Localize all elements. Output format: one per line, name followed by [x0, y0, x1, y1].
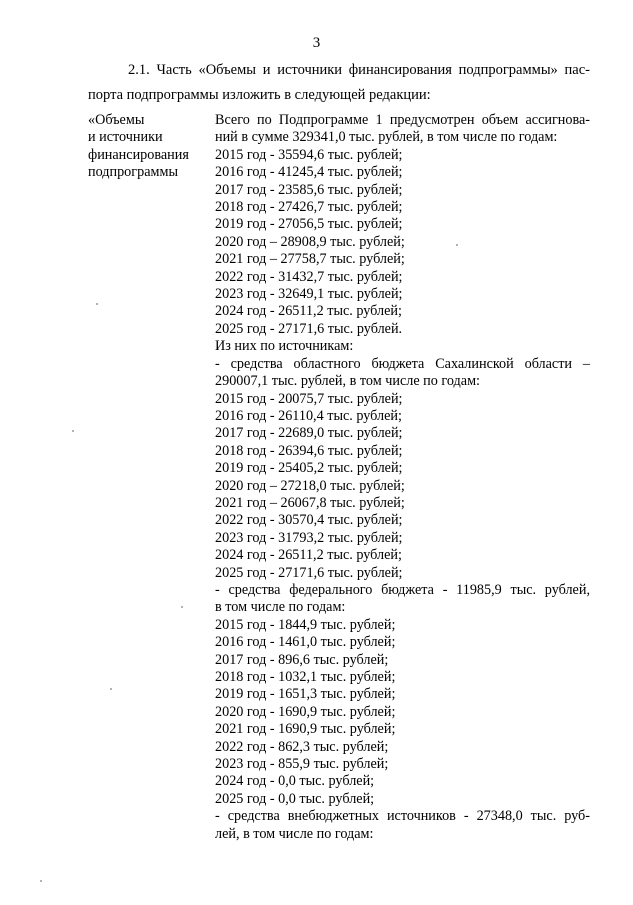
total-year-2016: 2016 год - 41245,4 тыс. рублей;	[215, 164, 403, 181]
regional-year-2016: 2016 год - 26110,4 тыс. рублей;	[215, 407, 402, 424]
federal-line-2: в том числе по годам:	[215, 599, 346, 616]
federal-year-2022: 2022 год - 862,3 тыс. рублей;	[215, 738, 389, 755]
regional-year-2023: 2023 год - 31793,2 тыс. рублей;	[215, 529, 403, 546]
scan-speck	[40, 880, 42, 882]
intro-line-1: 2.1. Часть «Объемы и источники финансирования подпрограммы» пас-	[128, 62, 590, 78]
intro-line-2: порта подпрограммы изложить в следующей редакции:	[88, 87, 431, 103]
parameter-value	[215, 112, 590, 843]
intro-paragraph	[88, 58, 590, 83]
regional-year-2015: 2015 год - 20075,7 тыс. рублей;	[215, 390, 403, 407]
federal-year-2015: 2015 год - 1844,9 тыс. рублей;	[215, 616, 396, 633]
scan-speck	[456, 244, 458, 246]
federal-year-2025: 2025 год - 0,0 тыс. рублей;	[215, 790, 375, 807]
scan-speck	[181, 606, 183, 608]
regional-year-2021: 2021 год – 26067,8 тыс. рублей;	[215, 494, 405, 511]
scan-speck	[110, 688, 112, 690]
total-year-2015: 2015 год - 35594,6 тыс. рублей;	[215, 146, 403, 163]
scan-speck	[72, 430, 74, 432]
federal-year-2024: 2024 год - 0,0 тыс. рублей;	[215, 773, 375, 790]
federal-year-2016: 2016 год - 1461,0 тыс. рублей;	[215, 634, 396, 651]
label-line-2: и источники	[88, 129, 163, 146]
total-year-2020: 2020 год – 28908,9 тыс. рублей;	[215, 233, 405, 250]
federal-year-2020: 2020 год - 1690,9 тыс. рублей;	[215, 703, 396, 720]
regional-year-2019: 2019 год - 25405,2 тыс. рублей;	[215, 460, 403, 477]
regional-year-2018: 2018 год - 26394,6 тыс. рублей;	[215, 442, 403, 459]
regional-year-2022: 2022 год - 30570,4 тыс. рублей;	[215, 512, 403, 529]
scan-speck	[96, 303, 98, 305]
total-year-2022: 2022 год - 31432,7 тыс. рублей;	[215, 268, 403, 285]
regional-year-2024: 2024 год - 26511,2 тыс. рублей;	[215, 547, 402, 564]
page-number: 3	[312, 35, 321, 51]
intro-paragraph-cont	[88, 83, 590, 108]
total-line-2: ний в сумме 329341,0 тыс. рублей, в том числе по годам:	[215, 129, 558, 146]
regional-year-2017: 2017 год - 22689,0 тыс. рублей;	[215, 425, 403, 442]
sources-header: Из них по источникам:	[215, 338, 354, 355]
total-year-2024: 2024 год - 26511,2 тыс. рублей;	[215, 303, 402, 320]
federal-year-2017: 2017 год - 896,6 тыс. рублей;	[215, 651, 389, 668]
federal-year-2021: 2021 год - 1690,9 тыс. рублей;	[215, 721, 396, 738]
regional-year-2020: 2020 год – 27218,0 тыс. рублей;	[215, 477, 405, 494]
total-year-2021: 2021 год – 27758,7 тыс. рублей;	[215, 251, 405, 268]
total-line-1: Всего по Подпрограмме 1 предусмотрен объем ассигнова-	[215, 112, 590, 128]
regional-year-2025: 2025 год - 27171,6 тыс. рублей;	[215, 564, 403, 581]
federal-year-2019: 2019 год - 1651,3 тыс. рублей;	[215, 686, 396, 703]
parameter-label	[88, 112, 212, 182]
total-year-2023: 2023 год - 32649,1 тыс. рублей;	[215, 286, 403, 303]
total-year-2019: 2019 год - 27056,5 тыс. рублей;	[215, 216, 403, 233]
federal-year-2018: 2018 год - 1032,1 тыс. рублей;	[215, 669, 396, 685]
federal-line-1: - средства федерального бюджета - 11985,9 тыс. рублей,	[215, 581, 590, 598]
extrabudgetary-line-2: лей, в том числе по годам:	[215, 825, 374, 842]
regional-line-2: 290007,1 тыс. рублей, в том числе по годам:	[215, 373, 480, 390]
federal-year-2023: 2023 год - 855,9 тыс. рублей;	[215, 756, 389, 773]
label-line-3: финансирования	[88, 146, 189, 163]
label-line-1: «Объемы	[88, 112, 145, 128]
label-line-4: подпрограммы	[88, 164, 178, 181]
extrabudgetary-line-1: - средства внебюджетных источников - 27348,0 тыс. руб-	[215, 808, 590, 825]
regional-line-1: - средства областного бюджета Сахалинской области –	[215, 355, 590, 372]
total-year-2025: 2025 год - 27171,6 тыс. рублей.	[215, 320, 403, 337]
total-year-2018: 2018 год - 27426,7 тыс. рублей;	[215, 199, 403, 216]
total-year-2017: 2017 год - 23585,6 тыс. рублей;	[215, 181, 403, 198]
